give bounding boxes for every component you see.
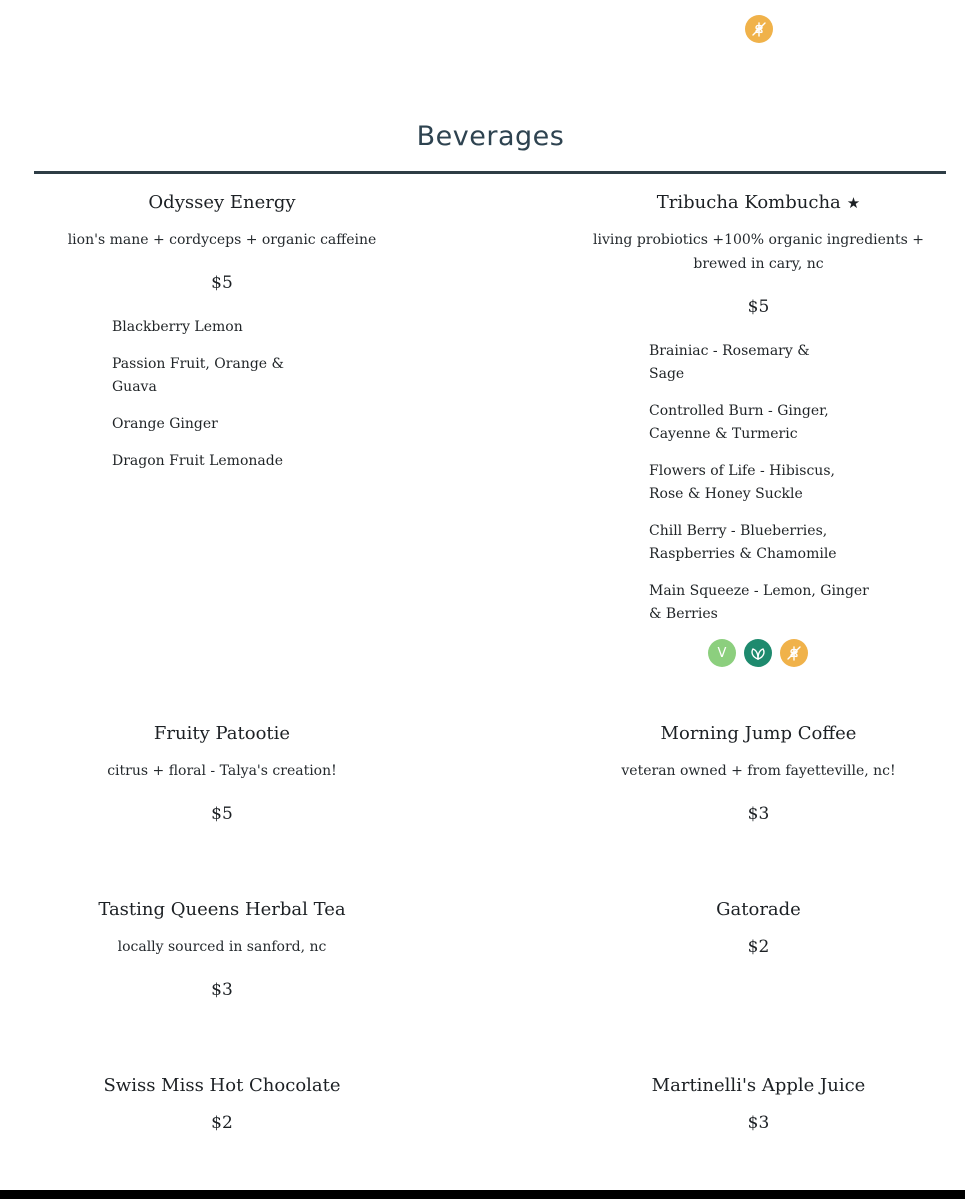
section-divider bbox=[34, 171, 946, 174]
item-name-row bbox=[552, 191, 965, 215]
flavor-item: Controlled Burn - Ginger, Cayenne & Turmeric bbox=[649, 403, 829, 442]
flavor-list-tribucha bbox=[649, 340, 881, 640]
item-description: lion's mane + cordyceps + organic caffeine bbox=[67, 232, 377, 248]
flavor-item: Chill Berry - Blueberries, Raspberries & Chamomile bbox=[649, 523, 837, 562]
plant-based-icon bbox=[744, 639, 772, 667]
item-price: $5 bbox=[211, 804, 233, 824]
flavor-item: Flowers of Life - Hibiscus, Rose & Honey Suckle bbox=[649, 463, 835, 502]
menu-item-odyssey-energy bbox=[0, 191, 444, 295]
item-price: $5 bbox=[211, 273, 233, 293]
item-name: Morning Jump Coffee bbox=[660, 723, 857, 744]
item-price: $2 bbox=[211, 1113, 233, 1133]
item-description: living probiotics +100% organic ingredients + brewed in cary, nc bbox=[593, 232, 924, 272]
item-description: veteran owned + from fayetteville, nc! bbox=[621, 763, 896, 779]
gluten-free-icon bbox=[780, 639, 808, 667]
gluten-free-icon bbox=[745, 15, 773, 43]
bottom-bar bbox=[0, 1190, 965, 1199]
item-price: $5 bbox=[747, 297, 770, 317]
item-name: Odyssey Energy bbox=[148, 192, 296, 213]
menu-item-morning-jump-coffee bbox=[552, 722, 965, 826]
item-price: $3 bbox=[747, 804, 770, 824]
flavor-item: Orange Ginger bbox=[112, 416, 218, 432]
menu-item-tribucha-kombucha bbox=[552, 191, 965, 319]
flavor-item: Dragon Fruit Lemonade bbox=[112, 453, 283, 469]
item-name: Martinelli's Apple Juice bbox=[651, 1075, 866, 1096]
dietary-badges bbox=[708, 639, 808, 667]
item-price: $3 bbox=[747, 1113, 770, 1133]
star-icon: ★ bbox=[846, 194, 861, 212]
flavor-item: Blackberry Lemon bbox=[112, 319, 243, 335]
flavor-item: Brainiac - Rosemary & Sage bbox=[649, 343, 810, 382]
item-description: locally sourced in sanford, nc bbox=[117, 939, 327, 955]
item-name: Gatorade bbox=[716, 899, 801, 920]
menu-item-tasting-queens-tea bbox=[0, 898, 444, 1002]
item-name: Swiss Miss Hot Chocolate bbox=[103, 1075, 341, 1096]
menu-item-martinellis bbox=[552, 1074, 965, 1135]
item-price: $3 bbox=[211, 980, 233, 1000]
item-name: Tasting Queens Herbal Tea bbox=[98, 899, 346, 920]
menu-item-gatorade bbox=[552, 898, 965, 959]
flavor-item: Passion Fruit, Orange & Guava bbox=[112, 356, 284, 395]
flavor-list-odyssey bbox=[112, 316, 312, 487]
item-name: Fruity Patootie bbox=[153, 723, 291, 744]
menu-item-fruity-patootie bbox=[0, 722, 444, 826]
flavor-item: Main Squeeze - Lemon, Ginger & Berries bbox=[649, 583, 869, 622]
item-price: $2 bbox=[747, 937, 770, 957]
item-name: Tribucha Kombucha bbox=[656, 192, 841, 213]
item-description: citrus + floral - Talya's creation! bbox=[107, 763, 337, 779]
section-title: Beverages bbox=[416, 121, 565, 152]
menu-item-swiss-miss bbox=[0, 1074, 444, 1135]
vegan-icon: V bbox=[708, 639, 736, 667]
